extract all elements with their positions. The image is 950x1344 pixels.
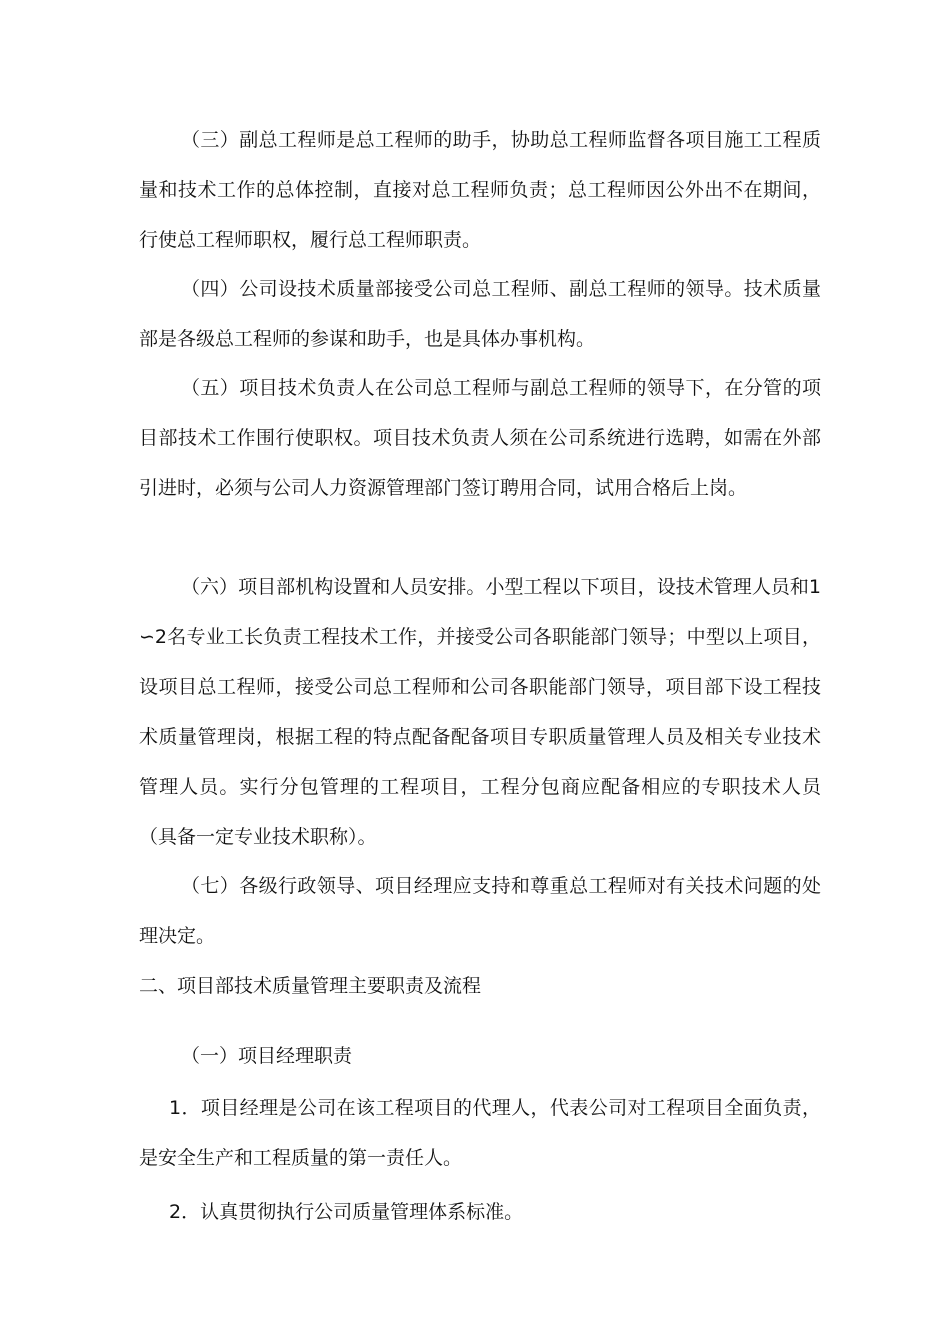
list-item-1: 1．项目经理是公司在该工程项目的代理人，代表公司对工程项目全面负责，是安全生产和工程质量的第一责任人。 [139,1097,821,1169]
paragraph-technical-quality-dept: （四）公司设技术质量部接受公司总工程师、副总工程师的领导。技术质量部是各级总工程师的参谋和助手，也是具体办事机构。 [139,278,821,350]
list-item-2: 2．认真贯彻执行公司质量管理体系标准。 [169,1201,524,1223]
paragraph-administrative-leaders: （七）各级行政领导、项目经理应支持和尊重总工程师对有关技术问题的处理决定。 [139,875,821,947]
paragraph-deputy-chief-engineer: （三）副总工程师是总工程师的助手，协助总工程师监督各项目施工工程质量和技术工作的总体控制，直接对总工程师负责；总工程师因公外出不在期间，行使总工程师职权，履行总工程师职责。 [139,129,821,251]
subsection-heading: （一）项目经理职责 [181,1045,353,1067]
section-heading: 二、项目部技术质量管理主要职责及流程 [139,975,482,997]
paragraph-project-technical-lead: （五）项目技术负责人在公司总工程师与副总工程师的领导下，在分管的项目部技术工作围行使职权。项目技术负责人须在公司系统进行选聘，如需在外部引进时，必须与公司人力资源管理部门签订聘用合同，试用合格后上岗。 [139,377,821,499]
paragraph-project-organization: （六）项目部机构设置和人员安排。小型工程以下项目，设技术管理人员和1∽2名专业工长负责工程技术工作，并接受公司各职能部门领导；中型以上项目，设项目总工程师，接受公司总工程师和公司各职能部门领导，项目部下设工程技术质量管理岗，根据工程的特点配备配备项目专职质量管理人员及相关专业技术管理人员。实行分包管理的工程项目，工程分包商应配备相应的专职技术人员（具备一定专业技术职称）。 [139,576,821,848]
